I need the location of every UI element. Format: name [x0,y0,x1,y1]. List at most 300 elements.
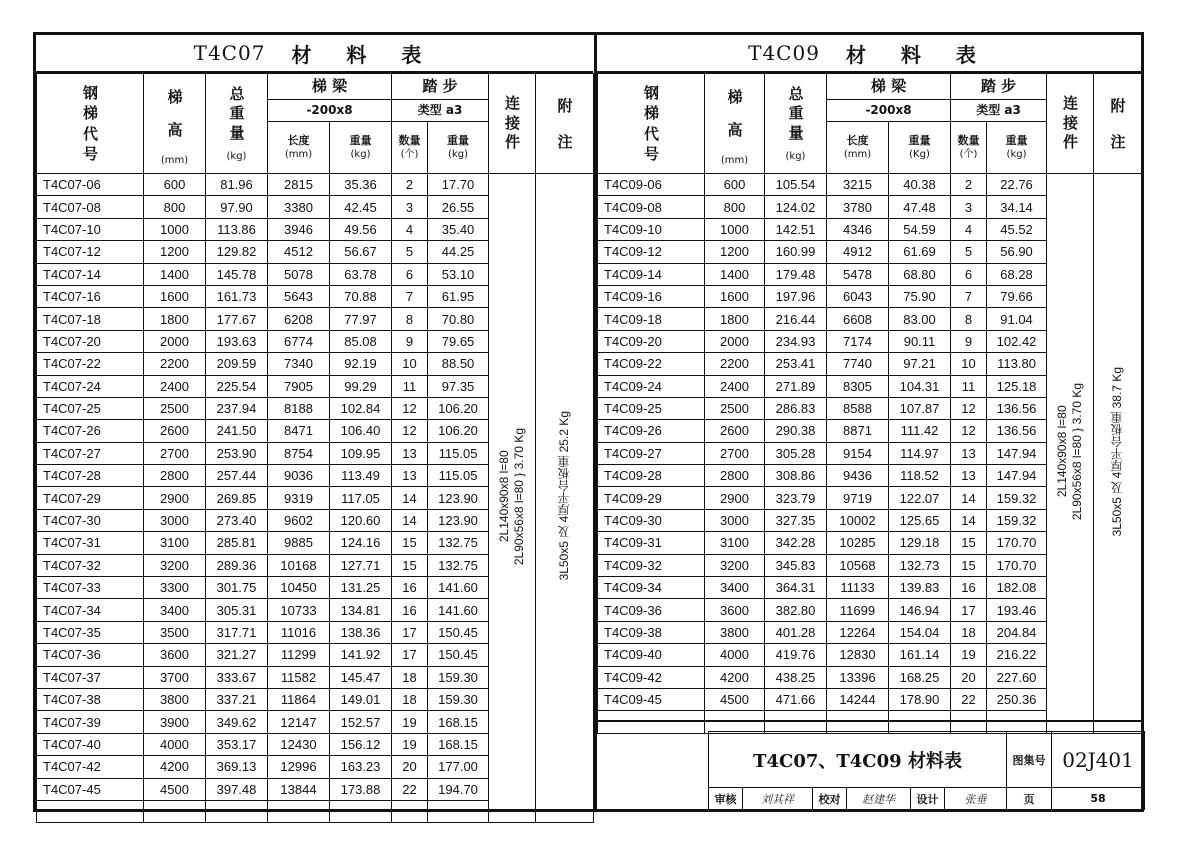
cell-step-weight: 147.94 [987,442,1047,464]
cell-code: T4C07-20 [37,330,144,352]
cell-beam-weight: 56.67 [330,241,392,263]
cell-code: T4C07-42 [37,756,144,778]
cell-step-weight: 113.80 [987,353,1047,375]
cell-beam-length: 4912 [827,241,889,263]
cell-code: T4C09-18 [598,308,705,330]
cell-beam-length: 7740 [827,353,889,375]
cell-beam-length: 8305 [827,375,889,397]
cell-beam-length: 7340 [268,353,330,375]
cell-code: T4C07-31 [37,532,144,554]
cell-height: 2900 [144,487,206,509]
cell-total-weight: 349.62 [206,711,268,733]
cell-beam-length: 8588 [827,397,889,419]
cell-beam-weight: 161.14 [889,644,951,666]
cell-total-weight: 269.85 [206,487,268,509]
cell-step-weight: 53.10 [428,263,489,285]
col-header-height: 梯高 (mm) [144,74,206,174]
cell-step-count: 19 [951,644,987,666]
cell-step-weight: 34.14 [987,196,1047,218]
cell-beam-weight: 68.80 [889,263,951,285]
cell-height: 1600 [705,285,765,307]
cell-code: T4C09-32 [598,554,705,576]
cell-beam-weight: 163.23 [330,756,392,778]
cell-total-weight: 197.96 [765,285,827,307]
cell-total-weight [206,800,268,822]
cell-step-count: 15 [392,532,428,554]
cell-step-weight: 106.20 [428,397,489,419]
cell-step-count: 13 [392,465,428,487]
cell-beam-weight: 131.25 [330,577,392,599]
cell-height: 1400 [144,263,206,285]
cell-height: 2000 [705,330,765,352]
cell-beam-length: 10285 [827,532,889,554]
cell-beam-length: 2815 [268,174,330,196]
cell-beam-weight: 97.21 [889,353,951,375]
cell-code: T4C09-24 [598,375,705,397]
cell-total-weight: 273.40 [206,509,268,531]
cell-beam-weight: 92.19 [330,353,392,375]
cell-step-count: 14 [951,509,987,531]
cell-beam-weight: 113.49 [330,465,392,487]
cell-height [705,711,765,733]
cell-total-weight: 160.99 [765,241,827,263]
cell-beam-length: 9719 [827,487,889,509]
cell-height: 1200 [705,241,765,263]
cell-step-count: 9 [951,330,987,352]
cell-total-weight [765,711,827,733]
cell-beam-length: 6774 [268,330,330,352]
cell-code: T4C07-29 [37,487,144,509]
cell-step-count: 17 [392,644,428,666]
cell-beam-weight: 85.08 [330,330,392,352]
cell-total-weight: 105.54 [765,174,827,196]
cell-beam-length: 10568 [827,554,889,576]
cell-code: T4C09-30 [598,509,705,531]
cell-total-weight: 285.81 [206,532,268,554]
cell-total-weight: 193.63 [206,330,268,352]
col-header-beam-weight: 重量 (Kg) [889,122,951,174]
cell-code: T4C09-20 [598,330,705,352]
cell-beam-weight: 35.36 [330,174,392,196]
cell-step-weight: 170.70 [987,532,1047,554]
connector-line-1: 2L140x90x8 l=80 [497,450,512,543]
col-header-step: 踏 步 [951,74,1047,100]
cell-beam-weight: 104.31 [889,375,951,397]
col-header-conn: 连接件 [1047,74,1094,174]
cell-beam-weight: 109.95 [330,442,392,464]
cell-step-weight: 88.50 [428,353,489,375]
cell-beam-length: 9154 [827,442,889,464]
cell-step-count: 6 [392,263,428,285]
cell-step-count: 15 [951,554,987,576]
cell-step-count: 2 [951,174,987,196]
cell-height: 800 [705,196,765,218]
cell-height: 3600 [144,644,206,666]
cell-beam-length: 5643 [268,285,330,307]
cell-step-weight: 22.76 [987,174,1047,196]
cell-step-count: 22 [951,688,987,710]
cell-step-weight: 136.56 [987,397,1047,419]
col-header-conn: 连接件 [489,74,536,174]
cell-beam-length: 5078 [268,263,330,285]
cell-step-weight: 44.25 [428,241,489,263]
cell-total-weight: 342.28 [765,532,827,554]
cell-height: 3700 [144,666,206,688]
cell-height: 1800 [705,308,765,330]
right-material-table-section [597,35,1141,734]
cell-code: T4C09-25 [598,397,705,419]
cell-height: 3000 [144,509,206,531]
beam-spec: -200x8 [827,100,951,122]
cell-height: 2900 [705,487,765,509]
note-cell [536,174,594,823]
cell-beam-weight: 42.45 [330,196,392,218]
cell-step-weight: 132.75 [428,532,489,554]
cell-height: 2800 [144,465,206,487]
cell-step-weight: 168.15 [428,711,489,733]
cell-step-count: 12 [392,420,428,442]
cell-beam-length: 10450 [268,577,330,599]
step-spec: 类型 a3 [951,100,1047,122]
cell-height: 600 [144,174,206,196]
cell-beam-weight: 75.90 [889,285,951,307]
cell-code: T4C09-36 [598,599,705,621]
cell-beam-weight: 70.88 [330,285,392,307]
cell-total-weight: 145.78 [206,263,268,285]
cell-step-weight: 79.66 [987,285,1047,307]
cell-height: 3000 [705,509,765,531]
cell-height: 4000 [144,733,206,755]
cell-beam-length: 3780 [827,196,889,218]
cell-code [37,800,144,822]
cell-code: T4C07-36 [37,644,144,666]
cell-step-weight: 141.60 [428,577,489,599]
cell-beam-length: 3946 [268,218,330,240]
cell-step-count: 17 [392,621,428,643]
cell-code: T4C07-10 [37,218,144,240]
cell-code: T4C07-38 [37,688,144,710]
cell-total-weight: 353.17 [206,733,268,755]
cell-beam-weight: 154.04 [889,621,951,643]
cell-beam-weight: 122.07 [889,487,951,509]
cell-total-weight: 323.79 [765,487,827,509]
cell-step-weight: 159.30 [428,666,489,688]
cell-height: 3500 [144,621,206,643]
cell-height: 1200 [144,241,206,263]
cell-total-weight: 97.90 [206,196,268,218]
cell-height: 3600 [705,599,765,621]
cell-beam-weight: 125.65 [889,509,951,531]
cell-beam-length: 10733 [268,599,330,621]
cell-beam-weight: 117.05 [330,487,392,509]
cell-beam-weight: 138.36 [330,621,392,643]
design-signature: 张垂 [945,788,1007,810]
cell-step-count: 5 [951,241,987,263]
cell-step-count: 18 [392,688,428,710]
cell-height: 3300 [144,577,206,599]
cell-step-weight: 123.90 [428,509,489,531]
cell-total-weight: 369.13 [206,756,268,778]
cell-height: 1400 [705,263,765,285]
cell-beam-weight: 178.90 [889,688,951,710]
col-header-weight: 总重量 (kg) [765,74,827,174]
cell-step-weight: 125.18 [987,375,1047,397]
cell-height: 2500 [705,397,765,419]
cell-code: T4C07-12 [37,241,144,263]
cell-beam-weight: 49.56 [330,218,392,240]
cell-beam-weight: 139.83 [889,577,951,599]
cell-height: 1800 [144,308,206,330]
cell-code: T4C09-40 [598,644,705,666]
col-header-weight: 总重量 (kg) [206,74,268,174]
cell-step-count: 10 [951,353,987,375]
cell-step-weight: 141.60 [428,599,489,621]
cell-step-weight: 159.32 [987,509,1047,531]
cell-total-weight: 305.31 [206,599,268,621]
cell-step-weight: 250.36 [987,688,1047,710]
cell-beam-weight: 118.52 [889,465,951,487]
cell-beam-weight: 132.73 [889,554,951,576]
cell-step-count: 11 [392,375,428,397]
cell-total-weight: 216.44 [765,308,827,330]
cell-beam-length: 12830 [827,644,889,666]
cell-beam-length: 9436 [827,465,889,487]
cell-beam-weight: 99.29 [330,375,392,397]
cell-step-weight: 79.65 [428,330,489,352]
cell-step-count: 2 [392,174,428,196]
cell-height: 800 [144,196,206,218]
col-header-length: 长度 (mm) [827,122,889,174]
cell-height: 2700 [705,442,765,464]
cell-total-weight: 337.21 [206,688,268,710]
cell-code: T4C07-14 [37,263,144,285]
cell-code: T4C07-39 [37,711,144,733]
cell-beam-weight: 102.84 [330,397,392,419]
cell-code: T4C07-06 [37,174,144,196]
cell-height: 3800 [705,621,765,643]
cell-height: 3100 [705,532,765,554]
review-label: 审核 [709,788,743,810]
cell-code: T4C09-38 [598,621,705,643]
cell-beam-length: 12264 [827,621,889,643]
note-text: 3L50x5 及 4厚平台板重 38.7 Kg [1110,366,1125,537]
cell-code: T4C09-22 [598,353,705,375]
cell-code: T4C09-12 [598,241,705,263]
cell-code: T4C09-06 [598,174,705,196]
cell-total-weight: 289.36 [206,554,268,576]
col-header-note: 附注 [536,74,594,174]
step-spec: 类型 a3 [392,100,489,122]
cell-height: 3900 [144,711,206,733]
left-title-word: 材 料 表 [291,42,436,67]
cell-step-weight: 26.55 [428,196,489,218]
cell-step-weight: 227.60 [987,666,1047,688]
cell-total-weight: 321.27 [206,644,268,666]
cell-beam-length: 5478 [827,263,889,285]
connector-cell [489,174,536,823]
cell-total-weight: 179.48 [765,263,827,285]
atlas-number: 02J401 [1052,732,1145,788]
cell-total-weight: 129.82 [206,241,268,263]
cell-beam-length: 8754 [268,442,330,464]
cell-total-weight: 301.75 [206,577,268,599]
cell-code: T4C07-34 [37,599,144,621]
cell-beam-weight: 47.48 [889,196,951,218]
cell-code: T4C07-24 [37,375,144,397]
cell-beam-weight: 124.16 [330,532,392,554]
cell-step-weight [428,800,489,822]
cell-step-count: 16 [392,577,428,599]
cell-beam-length: 10168 [268,554,330,576]
cell-beam-weight: 54.59 [889,218,951,240]
cell-beam-length: 12147 [268,711,330,733]
cell-step-count: 8 [951,308,987,330]
cell-step-count: 20 [951,666,987,688]
cell-beam-weight: 40.38 [889,174,951,196]
cell-height: 2500 [144,397,206,419]
connector-line-1: 2L140x90x8 l=80 [1055,405,1070,498]
table-row [37,174,594,196]
cell-total-weight: 290.38 [765,420,827,442]
cell-code: T4C07-30 [37,509,144,531]
col-header-height: 梯高 (mm) [705,74,765,174]
cell-step-count: 4 [392,218,428,240]
cell-beam-weight: 145.47 [330,666,392,688]
cell-total-weight: 364.31 [765,577,827,599]
cell-step-count: 13 [951,442,987,464]
right-title-word: 材 料 表 [845,42,990,67]
cell-height: 3200 [705,554,765,576]
cell-step-weight: 150.45 [428,621,489,643]
cell-total-weight: 271.89 [765,375,827,397]
cell-beam-length: 6608 [827,308,889,330]
cell-beam-length: 11699 [827,599,889,621]
cell-beam-length: 11864 [268,688,330,710]
cell-code: T4C07-45 [37,778,144,800]
cell-height: 4000 [705,644,765,666]
cell-beam-length: 11299 [268,644,330,666]
cell-code [598,711,705,733]
cell-height: 3400 [705,577,765,599]
cell-height: 2200 [705,353,765,375]
cell-step-count: 15 [392,554,428,576]
cell-beam-length: 12996 [268,756,330,778]
cell-total-weight: 161.73 [206,285,268,307]
left-material-table-section [36,35,593,823]
cell-step-weight: 115.05 [428,465,489,487]
cell-step-weight [987,711,1047,733]
cell-step-count: 20 [392,756,428,778]
cell-beam-length: 6043 [827,285,889,307]
cell-beam-length: 11582 [268,666,330,688]
connector-cell [1047,174,1094,734]
cell-beam-length: 9319 [268,487,330,509]
col-header-beam: 梯 梁 [827,74,951,100]
cell-beam-length: 3215 [827,174,889,196]
cell-beam-weight [330,800,392,822]
cell-beam-weight: 152.57 [330,711,392,733]
cell-step-count: 4 [951,218,987,240]
cell-step-weight: 97.35 [428,375,489,397]
cell-step-weight: 70.80 [428,308,489,330]
cell-total-weight: 142.51 [765,218,827,240]
right-title-code: T4C09 [748,41,820,65]
cell-total-weight: 257.44 [206,465,268,487]
title-block [708,731,1144,812]
cell-height: 2200 [144,353,206,375]
cell-step-count: 6 [951,263,987,285]
cell-total-weight: 471.66 [765,688,827,710]
cell-total-weight: 113.86 [206,218,268,240]
connector-line-2: 2L90x56x8 l=80 } 3.70 Kg [512,427,527,565]
page-number: 58 [1052,788,1145,810]
left-table-title [36,35,593,73]
cell-step-weight: 102.42 [987,330,1047,352]
col-header-length: 长度 (mm) [268,122,330,174]
cell-code: T4C07-37 [37,666,144,688]
cell-code: T4C07-26 [37,420,144,442]
cell-code: T4C07-27 [37,442,144,464]
cell-step-count: 16 [392,599,428,621]
cell-step-count: 22 [392,778,428,800]
cell-step-weight: 17.70 [428,174,489,196]
cell-beam-length: 10002 [827,509,889,531]
cell-total-weight: 241.50 [206,420,268,442]
cell-step-weight: 147.94 [987,465,1047,487]
cell-step-count [392,800,428,822]
cell-step-weight: 216.22 [987,644,1047,666]
cell-beam-weight: 83.00 [889,308,951,330]
cell-step-count: 11 [951,375,987,397]
cell-step-count: 16 [951,577,987,599]
cell-height: 2400 [705,375,765,397]
cell-beam-weight: 77.97 [330,308,392,330]
cell-total-weight: 253.41 [765,353,827,375]
cell-step-weight: 136.56 [987,420,1047,442]
cell-step-weight: 68.28 [987,263,1047,285]
col-header-step-weight: 重量 (kg) [987,122,1047,174]
cell-height: 4500 [705,688,765,710]
cell-beam-length: 9036 [268,465,330,487]
cell-code: T4C07-28 [37,465,144,487]
col-header-code: 钢梯代号 [598,74,705,174]
cell-beam-weight: 106.40 [330,420,392,442]
left-material-table [36,73,594,823]
cell-code: T4C07-25 [37,397,144,419]
cell-beam-length: 4346 [827,218,889,240]
cell-beam-weight: 141.92 [330,644,392,666]
cell-beam-length: 11133 [827,577,889,599]
cell-height: 1000 [705,218,765,240]
cell-total-weight: 397.48 [206,778,268,800]
cell-total-weight: 286.83 [765,397,827,419]
cell-code: T4C09-10 [598,218,705,240]
cell-step-weight: 170.70 [987,554,1047,576]
cell-total-weight: 438.25 [765,666,827,688]
cell-step-count: 3 [392,196,428,218]
note-cell [1094,174,1142,734]
cell-code: T4C09-16 [598,285,705,307]
cell-beam-weight: 156.12 [330,733,392,755]
cell-beam-length: 11016 [268,621,330,643]
right-table-title [597,35,1141,73]
col-header-step-weight: 重量 (kg) [428,122,489,174]
cell-code: T4C07-33 [37,577,144,599]
cell-beam-weight: 168.25 [889,666,951,688]
cell-step-weight: 177.00 [428,756,489,778]
cell-total-weight: 308.86 [765,465,827,487]
cell-beam-length: 8871 [827,420,889,442]
